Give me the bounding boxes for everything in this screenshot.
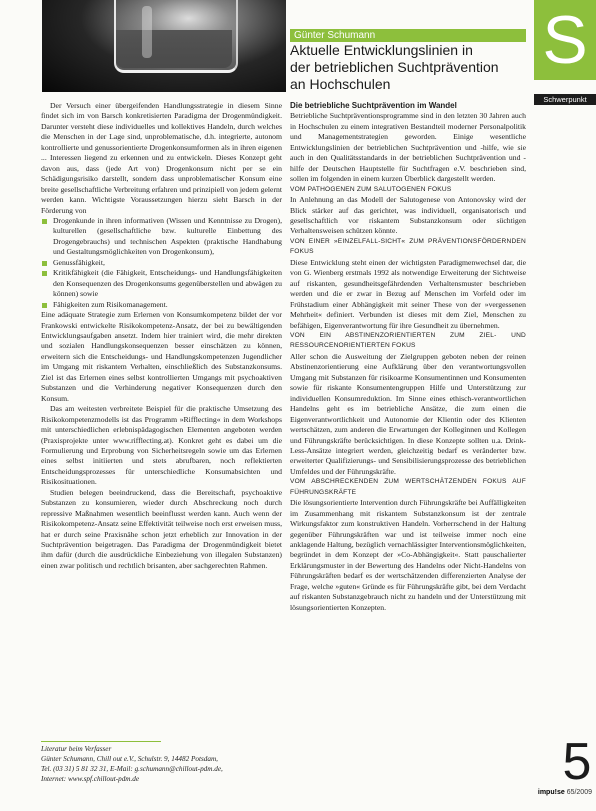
bullet-item (51, 216, 282, 258)
body-paragraph: Das am weitesten verbreitete Beispiel für die praktische Umsetzung des Risikokompetenzmodells ist das Programm »Rifflecting« in dem Workshops mit unterschiedlichen erlebnispädagogischen Elementen angeboten werden (Praxisprojekte unter www.rifflecting.at). Konkret geht es dabei um die Formulierung und Erprobung von Sicherheitsregeln sowie um das Erlernen eines selbst initiierten und stets abrufbaren, noch reflektierten Entscheidungsprozesses für unterschiedliche Konsumabsichten und Risikosituationen. (41, 404, 282, 487)
right-column (290, 101, 526, 613)
bullet-item (51, 300, 282, 310)
literature-heading: Literatur beim Verfasser (41, 745, 112, 753)
body-paragraph: Diese Entwicklung steht einen der wichtigsten Paradigmenwechsel dar, die von G. Wienberg erstmals 1992 als notwendige Erweiterung der Sichtweise auf riskanten, gesundheitsgefährdenden Verhaltensmuster beschrieben werden und die er zwar in Bezug auf Menschen im Vorfeld oder im Frühstadium einer Abhängigkeit mit seiner These von der »vergessenen Mehrheit« definiert. Verbunden ist dieses mit dem Ziel, Menschen zu befähigen, Eigenverantwortung für ihre Gesundheit zu übernehmen. (290, 257, 526, 330)
body-paragraph: Eine adäquate Strategie zum Erlernen von Konsumkompetenz bildet der vor Frankowski entwickelte Risikokompetenz-Ansatz, der bei zu bewältigenden Entwicklungsaufgaben ansetzt. Indem hier trainiert wird, die mehr direkten und sozialen Handlungskonsequenzen besser einschätzen zu können, erweitern sich die Entscheidungs- und Handlungskompetenzen Jugendlicher im Umgang mit riskantem Verhalten, einschließlich des Substanzkonsums. Ziel ist das Erlernen eines selbst kontrollierten Umgangs mit psychoaktiven Substanzen und die Verhinderung negativer Konsequenzen durch den Konsum. (41, 310, 282, 403)
bullet-marker (42, 303, 47, 308)
literature-rule (41, 741, 161, 742)
subheading: VOM ABSCHRECKENDEN ZUM WERTSCHÄTZENDEN FOKUS AUF FÜHRUNGSKRÄFTE (290, 478, 526, 496)
body-paragraph: In Anlehnung an das Modell der Salutogenese von Antonovsky wird der Blick stärker auf das gerichtet, was individuell, organisatorisch und gesellschaftlich vor riskantem Substanzkonsum oder süchtigen Verhaltensweisen schützen könnte. (290, 195, 526, 236)
intro-paragraph: Der Versuch einer übergeifenden Handlungsstrategie in diesem Sinne findet sich im von Barsch konkretisierten Paradigma der Drogenmündigkeit. Darunter versteht diese individuelles und kollektives Handeln, durch welches die Menschen in der Lage sind, unproblematische, d.h. integrierte, autonom kontrollierte und genussorientierte Drogenkonsumformen als in ihren eigenen ... Interessen liegend zu erkennen und zu entwickeln. Dieses Konzept geht davon aus, dass (jede Art von) Drogenkonsum nicht per se ein Schädigungsrisiko darstellt, sondern dass unproblematischer Konsum eine breite gesellschaftliche Verbreitung erfahren und prinzipiell von jedem gelernt werden kann. Wichtigste Voraussetzungen hierzu sieht Barsch in der Förderung von (41, 101, 282, 215)
bullet-text: Kritikfähigkeit (die Fähigkeit, Entscheidungs- und Handlungsfähigkeiten den Konsequenzen des Drogenkonsums gegenüberstellen und abwägen zu können) sowie (53, 268, 282, 299)
glass-outline (114, 0, 238, 73)
title-line-2: der betrieblichen Suchtprävention (290, 59, 499, 75)
left-column (41, 101, 282, 571)
issue-number: 65/2009 (566, 789, 592, 796)
bullet-item (51, 268, 282, 299)
bullet-text: Fähigkeiten zum Risikomanagement. (53, 299, 168, 309)
body-paragraph: Betriebliche Suchtpräventionsprogramme sind in den letzten 30 Jahren auch in Hochschulen zu einem integrativen Bestandteil moderner Personalpolitik und Managementstrategien geworden. Einige wesentliche Entwicklungslinien der betrieblichen Suchtprävention und -hilfe, wie sie auch in den Qualitätsstandards in der betrieblichen Suchtprävention und -hilfe der Deutschen Hauptstelle für Suchtfragen e.V. beschrieben sind, sollen im folgenden in einem kurzen Überblick dargestellt werden. (290, 111, 526, 184)
bullet-marker (42, 261, 47, 266)
author-bar: Günter Schumann (290, 29, 526, 42)
bullet-item (51, 258, 282, 268)
subheading: VOM PATHOGENEN ZUM SALUTOGENEN FOKUS (290, 185, 452, 193)
section-letter: S (534, 0, 596, 80)
glass-shine (142, 6, 152, 58)
body-paragraph: Studien belegen beeindruckend, dass die Bereitschaft, psychoaktive Substanzen zu konsumieren, wieder durch Abschreckung noch durch repressive Maßnahmen wesentlich beeinflusst werden kann. Auch wenn der Risikokompetenz-Ansatz seine Effektivität teilweise noch erst erweisen muss, hat er durch seine Praxisnähe schon jetzt erheblich zur Innovation in der Suchtprävention beigetragen. Das Paradigma der Drogenmündigkeit bietet ihm dafür (durch die ausdrückliche Einbeziehung von illegalen Substanzen) einen zwar politisch und rechtlich brisanten, aber sachgerechten Rahmen. (41, 487, 282, 570)
title-line-1: Aktuelle Entwicklungslinien in (290, 42, 473, 58)
bullet-text: Drogenkunde in ihren informativen (Wissen und Kenntnisse zu Drogen), kulturellen (gesellschaftliche bzw. kulturelle Einbettung des Drogengebrauchs) und technischen Aspekten (praktische Handhabung und Gestaltungsmöglichkeiten von Drogenkonsum), (53, 215, 282, 257)
bullet-list (41, 216, 282, 310)
page-number: 5 (562, 733, 592, 791)
subheading: VON EIN ABSTINENZORIENTIERTEN ZUM ZIEL- UND RESSOURCENORIENTIERTEN FOKUS (290, 331, 526, 350)
bullet-text: Genussfähigkeit, (53, 257, 105, 267)
section-label: Schwerpunkt (534, 94, 596, 105)
body-paragraph: Die lösungsorientierte Intervention durch Führungskräfte bei Auffälligkeiten im Zusammenhang mit riskantem Substanzkonsum ist der zentrale Wirkungsfaktor zum konstruktiven Handeln. Vorherrschend in der Haltung gegenüber Führungskräften war und ist teilweise immer noch eine anklagende Haltung, bezüglich vernachlässigter Interventionsmöglichkeiten, begründet in dem Konzept der »Co-Abhängigkeit«. Statt pauschalierter Erklärungsmuster in der Bewertung des Handelns oder Nicht-Handelns von Führungskräften bedarf es der wertschätzenden differenzierten Analyse der Frage, welche »guten« Gründe es für Führungskräfte gibt, bei dem Verdacht auf riskanten Substanzgebrauch nicht zu handeln und der Unterstützung mit lösungsorientierten Konzepten. (290, 498, 526, 612)
subheading: VON EINER »EINZELFALL-SICHT« ZUM PRÄVENTIONSFÖRDERNDEN FOKUS (290, 237, 526, 256)
bullet-marker (42, 271, 47, 276)
body-paragraph: Aller schon die Ausweitung der Zielgruppen geboten neben der reinen Abstinenzorientierung eine Aufklärung über den verantwortungsvollen Umgang mit Substanzen für risikoarme Konsumentinnen und Konsumenten sowie für riskante Konsumentengruppen Hilfe und Unterstützung zur individuellen Konsumreduktion. Im Sinne eines ethisch-verantwortlichen Handelns geht es im betriebliche Ansätze, die zum einen die Eigenverantwortlichkeit und Autonomie der Klientin oder des Klienten wertschätzen, zum anderen die Erwartungen der Kolleginnen und Kollegen und Führungskräfte berücksichtigen. In diese Konzepte sollten u.a. Drink-Less-Ansätze integriert werden, gleichzeitig bedarf es veränderter bzw. erweiterter Qualifizierungs- und Sensibilisierungsprozesse des betrieblichen Umfeldes und der Führungskräfte. (290, 351, 526, 476)
article-title (290, 42, 530, 93)
right-heading: Die betriebliche Suchtprävention im Wandel (290, 101, 457, 110)
author-contact: Tel. (03 31) 5 81 32 31, E-Mail: g.schumann@chillout-pdm.de, (41, 765, 223, 773)
author-web: Internet: www.spf.chillout-pdm.de (41, 775, 140, 783)
bullet-marker (42, 219, 47, 224)
issue-label (531, 789, 596, 796)
literature-block (41, 744, 282, 784)
magazine-name: impu!se (537, 789, 565, 796)
header-photo-glass (42, 0, 286, 92)
author-address: Günter Schumann, Chill out e.V., Schulstr. 9, 14482 Potsdam, (41, 755, 218, 763)
title-line-3: an Hochschulen (290, 76, 391, 92)
